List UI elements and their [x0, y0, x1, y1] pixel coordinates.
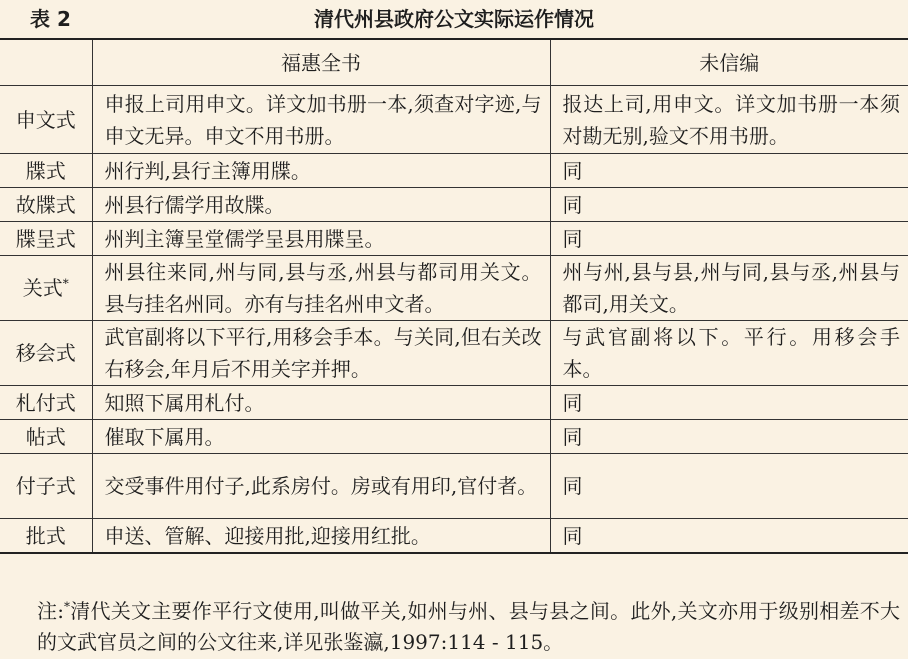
table-row	[0, 420, 908, 454]
row-fuhui-text: 武官副将以下平行,用移会手本。与关同,但右关改右移会,年月后不用关字并押。	[92, 321, 550, 386]
row-weixin-text: 同	[550, 188, 908, 222]
row-document-type	[0, 188, 92, 222]
document-type-label: 帖式	[25, 424, 66, 449]
footnote-text: 清代关文主要作平行文使用,叫做平关,如州与州、县与县之间。此外,关文亦用于级别相差不大的文武官员之间的公文往来,详见张鉴瀛,1997:114 - 115。	[37, 599, 900, 654]
row-document-type	[0, 154, 92, 188]
row-document-type	[0, 420, 92, 454]
table-row	[0, 256, 908, 321]
row-fuhui-text: 州县往来同,州与同,县与丞,州县与都司用关文。县与挂名州同。亦有与挂名州申文者。	[92, 256, 550, 321]
official-documents-table	[0, 38, 908, 554]
row-document-type	[0, 222, 92, 256]
document-type-label: 札付式	[15, 390, 76, 415]
row-document-type	[0, 519, 92, 554]
row-weixin-text: 同	[550, 420, 908, 454]
footnote-marker: *	[62, 276, 69, 291]
table-row	[0, 188, 908, 222]
row-weixin-text: 报达上司,用申文。详文加书册一本须对勘无别,验文不用书册。	[550, 86, 908, 154]
document-type-label: 移会式	[15, 341, 76, 365]
row-weixin-text: 同	[550, 154, 908, 188]
table-row	[0, 86, 908, 154]
column-header-type	[0, 39, 92, 86]
row-fuhui-text: 交受事件用付子,此系房付。房或有用印,官付者。	[92, 454, 550, 519]
footnote-prefix: 注:	[37, 599, 64, 623]
column-header-fuhui-quanshu: 福惠全书	[92, 39, 550, 86]
row-fuhui-text: 申报上司用申文。详文加书册一本,须查对字迹,与申文无异。申文不用书册。	[92, 86, 550, 154]
table-row	[0, 222, 908, 256]
row-document-type	[0, 454, 92, 519]
table-row	[0, 454, 908, 519]
column-header-weixin-bian: 未信编	[550, 39, 908, 86]
table-header	[0, 0, 908, 38]
document-type-label: 申文式	[15, 107, 76, 132]
row-document-type	[0, 86, 92, 154]
row-fuhui-text: 知照下属用札付。	[92, 386, 550, 420]
row-weixin-text: 同	[550, 454, 908, 519]
row-weixin-text: 同	[550, 222, 908, 256]
row-document-type	[0, 321, 92, 386]
document-type-label: 关式	[22, 276, 63, 300]
table-footnote	[37, 596, 900, 658]
row-fuhui-text: 州判主簿呈堂儒学呈县用牒呈。	[92, 222, 550, 256]
document-type-label: 故牒式	[15, 192, 76, 217]
table-label: 表 2	[30, 7, 71, 31]
table-row	[0, 386, 908, 420]
document-type-label: 牒呈式	[15, 226, 76, 251]
document-type-label: 批式	[25, 523, 66, 548]
table-title: 清代州县政府公文实际运作情况	[314, 7, 594, 31]
row-weixin-text: 同	[550, 386, 908, 420]
row-fuhui-text: 申送、管解、迎接用批,迎接用红批。	[92, 519, 550, 554]
row-document-type	[0, 386, 92, 420]
row-fuhui-text: 催取下属用。	[92, 420, 550, 454]
row-fuhui-text: 州县行儒学用故牒。	[92, 188, 550, 222]
row-fuhui-text: 州行判,县行主簿用牒。	[92, 154, 550, 188]
table-head-row	[0, 39, 908, 86]
footnote-marker: *	[64, 599, 70, 614]
table-row	[0, 154, 908, 188]
row-weixin-text: 州与州,县与县,州与同,县与丞,州县与都司,用关文。	[550, 256, 908, 321]
row-document-type	[0, 256, 92, 321]
document-type-label: 付子式	[15, 474, 76, 498]
row-weixin-text: 与武官副将以下。平行。用移会手本。	[550, 321, 908, 386]
table-row	[0, 321, 908, 386]
document-type-label: 牒式	[25, 158, 66, 183]
table-row	[0, 519, 908, 554]
row-weixin-text: 同	[550, 519, 908, 554]
